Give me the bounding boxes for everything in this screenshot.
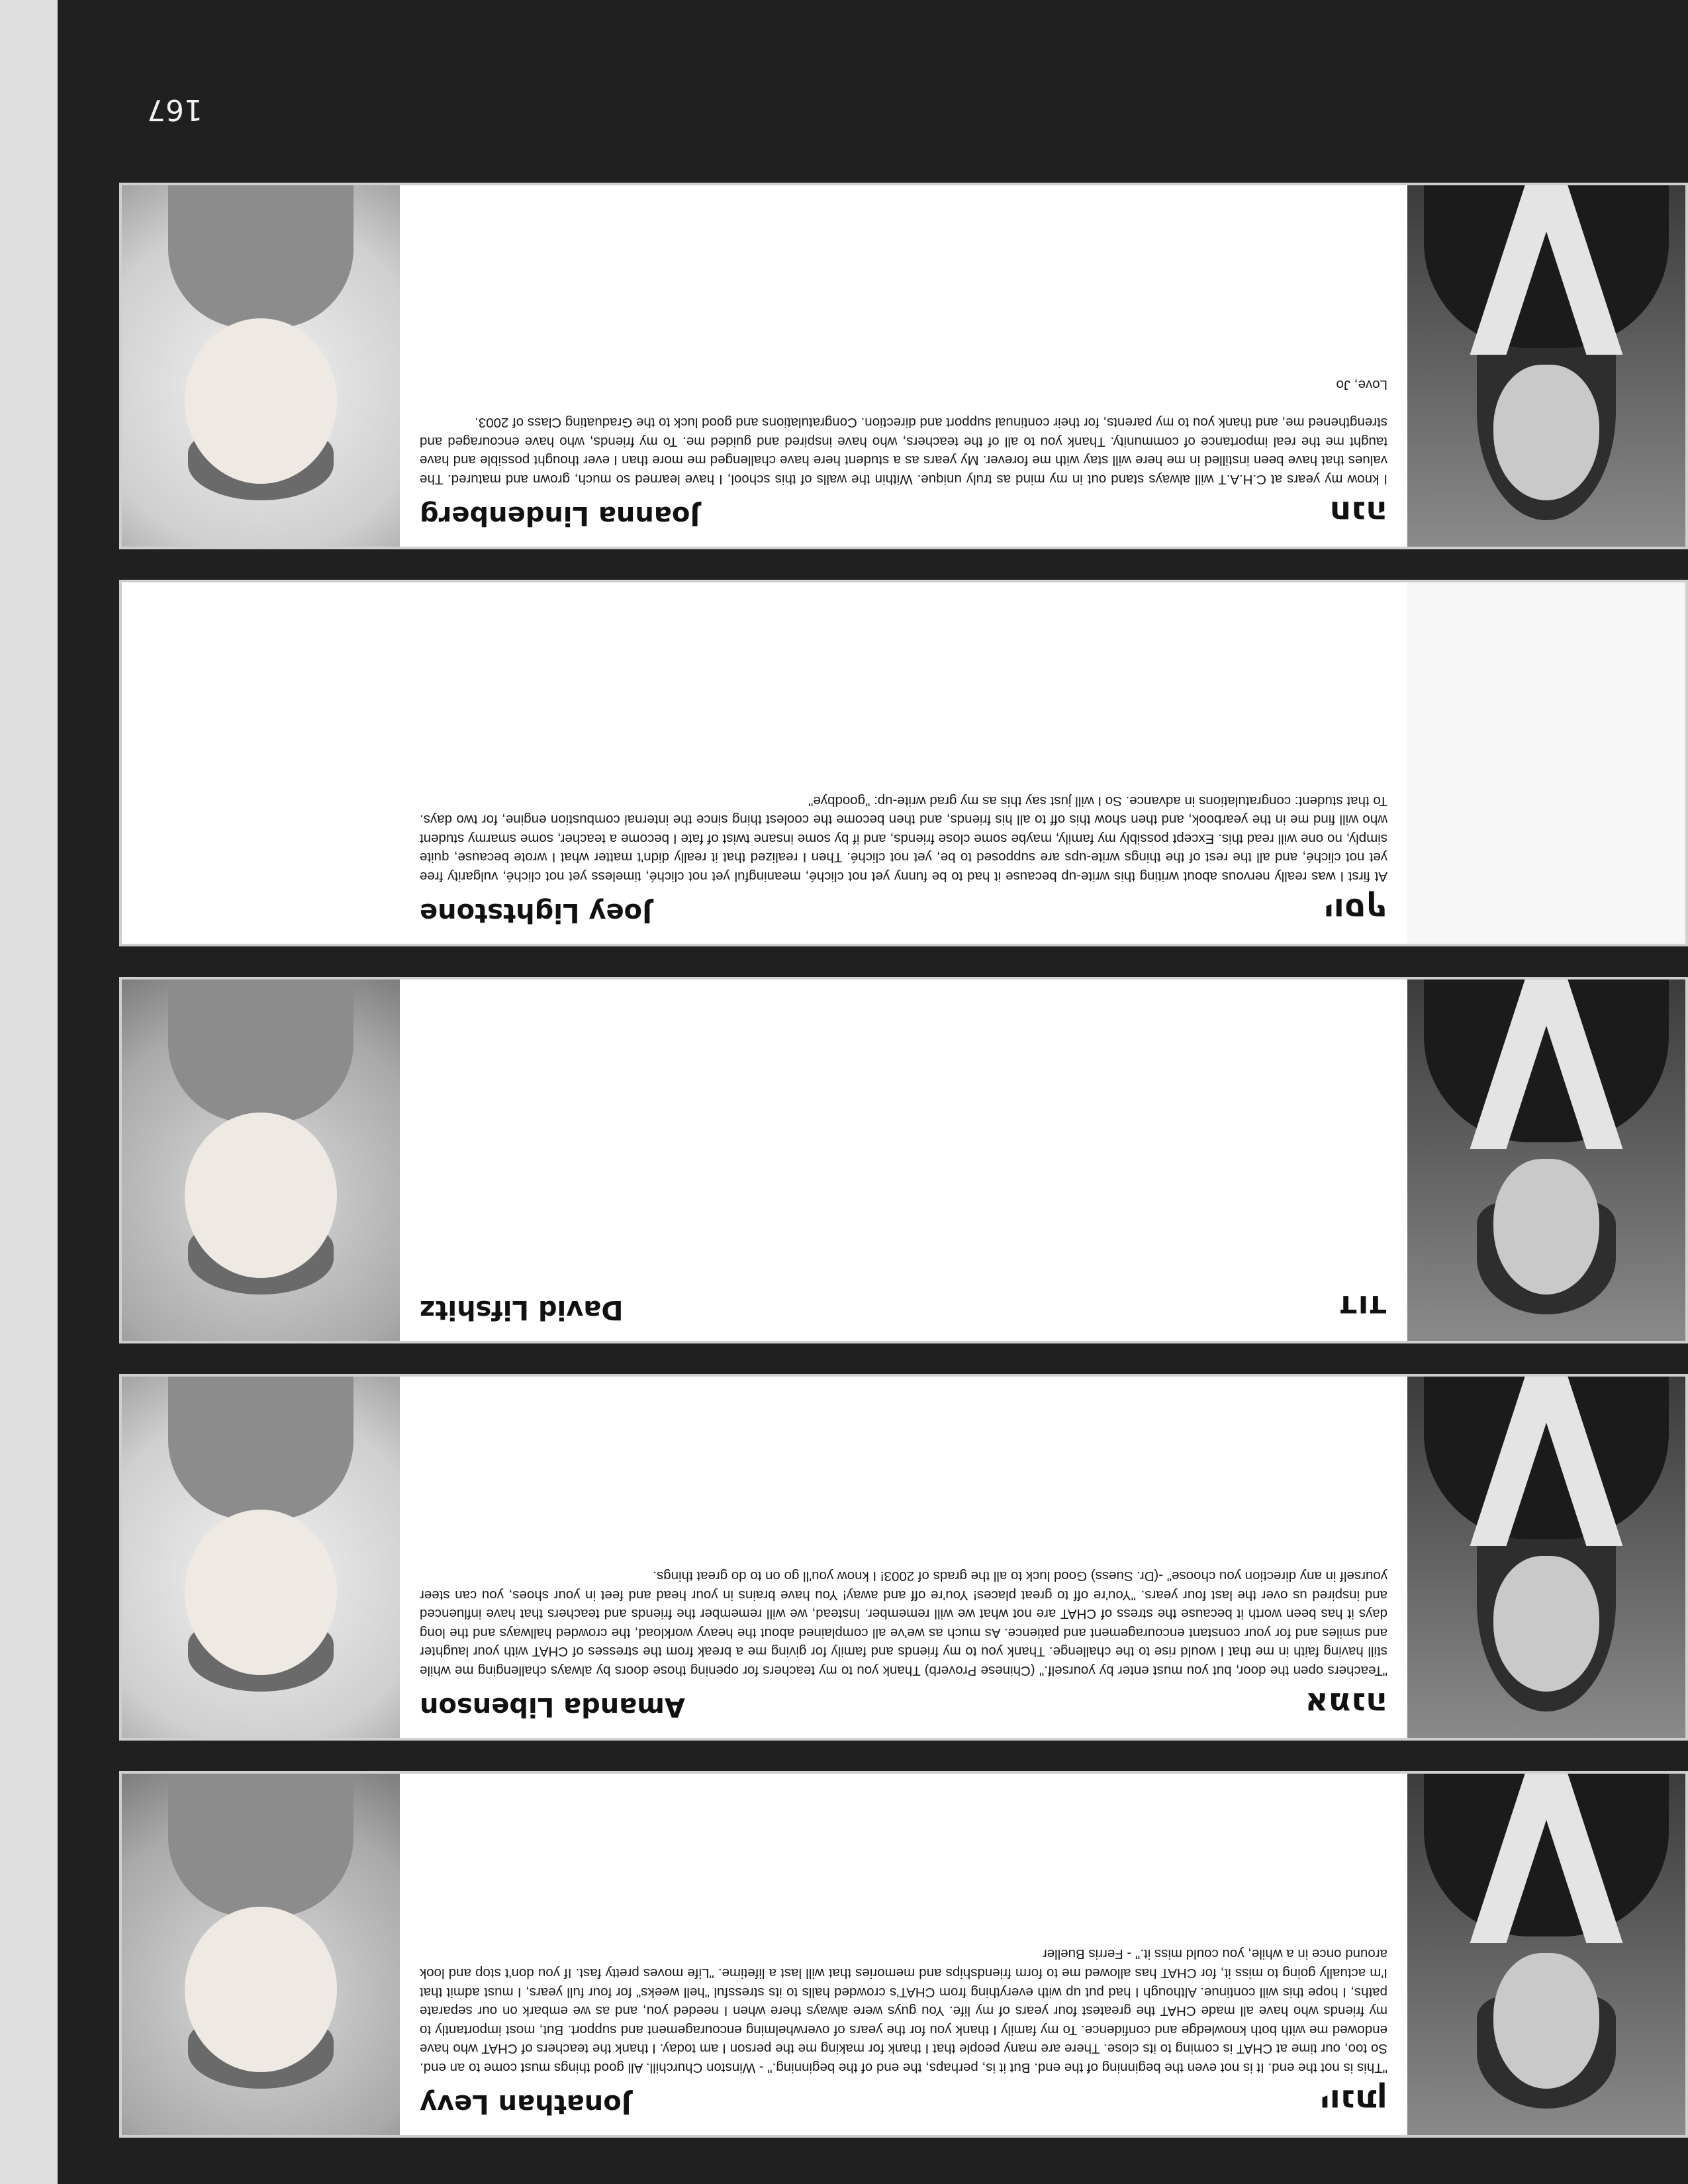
page-margin — [0, 0, 58, 2184]
childhood-photo — [122, 979, 400, 1341]
student-entry — [119, 1374, 1688, 1741]
student-entry — [119, 580, 1688, 946]
entry-text-area — [420, 1786, 1387, 2123]
student-name: David Lifshitz — [420, 1295, 624, 1325]
entry-text-area — [420, 197, 1387, 535]
entry-text-area — [420, 1388, 1387, 1726]
childhood-photo — [122, 1774, 400, 2135]
student-entry — [119, 1771, 1688, 2138]
write-up-text: I know my years at C.H.A.T will always stand out in my mind as truly unique. Within the walls of this school, I have learned so much, grown and matured. The values that have been instilled in me here will stay with me forever. My years as a student here have challenged me more than I ever thought possible and have taught me the real importance of community. Thank you to all of the teachers, who have inspired and guided me. To my friends, who have encouraged and strengthened me, and thank you to my parents, for their continual support and direction. Congratulations and good luck to the Graduating Class of 2003. Love, Jo — [420, 377, 1387, 487]
student-name: Amanda Libenson — [420, 1692, 685, 1722]
entry-text-area — [420, 594, 1387, 932]
student-entry — [119, 183, 1688, 549]
write-up-text: "Teachers open the door, but you must enter by yourself." (Chinese Proverb) Thank you to my teachers for opening those doors by always challenging me while still having faith in me that I would rise to the challenge. Thank you to my friends and family for giving me a break from the stresses of CHAT with your laughter and smiles and for your constant encouragement and patience. As much as we've all complained about the heavy workload, the crowded hallways and the long days it has been worth it because the stress of CHAT are not what we will remember. Instead, we will remember the friends and teachers that have influenced and inspired us over the last four years. "You're off to great places! You're off and away! You have brains in your head and feet in your shoes, you can steer yourself in any direction you choose" -(Dr. Suess) Good luck to all the grads of 2003! I know you'll go on to do great things. — [420, 1569, 1387, 1678]
entry-text-area — [420, 991, 1387, 1329]
student-name: Joanna Lindenberg — [420, 500, 700, 531]
page-frame — [58, 0, 1688, 2184]
hebrew-name: יוסף — [1324, 891, 1387, 928]
page-number: 167 — [147, 93, 203, 126]
childhood-photo — [122, 1377, 400, 1738]
graduation-photo — [1407, 185, 1685, 547]
hebrew-name: חנה — [1329, 494, 1387, 531]
graduation-photo — [1407, 1774, 1685, 2135]
write-up-text: "This is not the end. It is not even the beginning of the end. But it is, perhaps, the end of the beginning." - Winston Churchill. All good things must come to an end. So too, our time at CHAT is coming to its close. There are many people that I thank for making me the person I am today. I thank the teachers of CHAT who have endowed me with both knowledge and confidence. To my family I thank you for the years of overwhelming encouragement and support. But, most importantly to my friends who have all made CHAT the greatest four years of my life. You guys were always there when I needed you, and as we embark on our separate paths, I hope this will continue. Although I had put up with everything from CHAT's crowded halls to its stressful "hell weeks" for four full years, I must admit that I'm actually going to miss it, for CHAT has allowed me to form friendships and memories that will last a lifetime. "Life moves pretty fast. If you don't stop and look around once in a while, you could miss it." - Ferris Bueller — [420, 1946, 1387, 2075]
student-entry — [119, 977, 1688, 1343]
write-up-text: At first I was really nervous about writing this write-up because it had to be funny yet not cliché, meaningful yet not cliché, timeless yet not cliché, vulgarity free yet not cliché, and all the rest of the things write-ups are supposed to be, yet not cliché. Then I realized that it really didn't matter what I wrote because, quite simply, no one will read this. Except possibly my family, maybe some close friends, and if by some insane twist of fate I become a teacher, some smarmy student who will find me in the yearbook, and then show this off to all his friends, and then become the coolest thing since the internal combustion engine, for two days. To that student: congratulations in advance. So I will just say this as my grad write-up: "goodbye" — [420, 793, 1387, 884]
childhood-photo-placeholder — [1407, 582, 1685, 944]
graduation-photo — [1407, 1377, 1685, 1738]
student-name: Jonathan Levy — [420, 2089, 632, 2119]
hebrew-name: דוד — [1339, 1288, 1387, 1325]
hebrew-name: אמנה — [1305, 1685, 1387, 1722]
student-name: Joey Lightstone — [420, 897, 652, 928]
hebrew-name: יונתן — [1320, 2082, 1387, 2119]
childhood-photo — [122, 185, 400, 547]
graduation-photo — [1407, 979, 1685, 1341]
